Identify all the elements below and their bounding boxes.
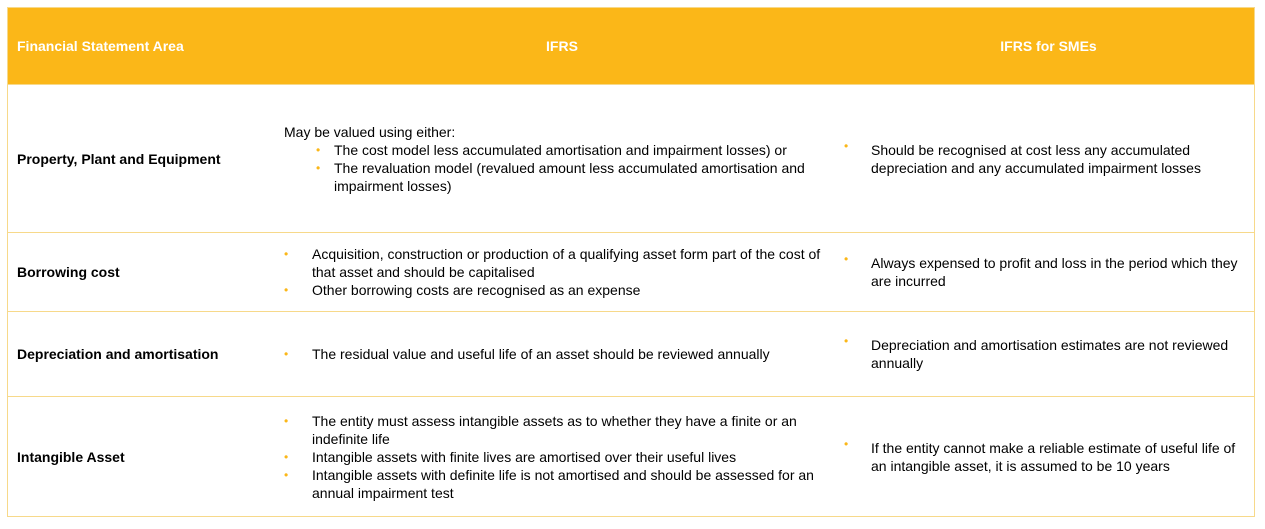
bullet-icon: •	[844, 334, 849, 348]
ifrs-cell	[281, 85, 843, 232]
ifrs-cell	[281, 397, 843, 516]
list-item-text: Intangible assets with finite lives are amortised over their useful lives	[312, 448, 737, 465]
sme-cell	[843, 397, 1254, 516]
sme-list	[843, 436, 1254, 475]
list-item	[843, 254, 1254, 290]
list-item	[843, 138, 1254, 177]
list-item	[281, 448, 843, 466]
list-item-text: The entity must assess intangible assets as to whether they have a finite or an indefinite life	[312, 412, 797, 447]
list-item	[281, 159, 843, 195]
ifrs-list	[281, 345, 843, 363]
list-item	[281, 345, 843, 363]
list-item-text: Other borrowing costs are recognised as an expense	[312, 282, 641, 298]
header-ifrs-for-smes: IFRS for SMEs	[1000, 38, 1097, 54]
table-row	[8, 84, 1254, 232]
list-item-text: Should be recognised at cost less any accumulated depreciation and any accumulated impairment losses	[871, 141, 1201, 176]
bullet-icon: •	[844, 138, 849, 153]
bullet-icon: •	[284, 247, 289, 261]
row-label: Intangible Asset	[17, 448, 125, 465]
bullet-icon: •	[316, 142, 321, 157]
bullet-icon: •	[284, 467, 289, 482]
sme-list	[843, 254, 1254, 290]
table-header-row	[8, 8, 1254, 84]
bullet-icon: •	[284, 449, 289, 464]
header-financial-statement-area: Financial Statement Area	[17, 38, 184, 54]
sme-list	[843, 336, 1254, 372]
list-item-text: Acquisition, construction or production of a qualifying asset form part of the cost of that asset and should be capitalised	[312, 246, 821, 280]
row-label: Borrowing cost	[17, 264, 120, 280]
list-item	[281, 466, 843, 502]
row-label: Depreciation and amortisation	[17, 346, 219, 362]
ifrs-cell	[281, 233, 843, 311]
bullet-icon: •	[284, 347, 289, 361]
list-item-text: Always expensed to profit and loss in the period which they are incurred	[871, 255, 1238, 289]
sme-cell	[843, 312, 1254, 396]
list-item-text: Depreciation and amortisation estimates are not reviewed annually	[871, 337, 1229, 371]
ifrs-list	[281, 141, 843, 195]
table-row	[8, 232, 1254, 311]
comparison-table	[7, 7, 1255, 517]
ifrs-list	[281, 245, 843, 299]
list-item-text: If the entity cannot make a reliable estimate of useful life of an intangible asset, it is assumed to be 10 years	[871, 439, 1236, 474]
bullet-icon: •	[316, 160, 321, 175]
table-row	[8, 396, 1254, 516]
list-item-text: The revaluation model (revalued amount less accumulated amortisation and impairment losses)	[334, 159, 805, 194]
bullet-icon: •	[844, 252, 849, 266]
bullet-icon: •	[284, 283, 289, 297]
list-item	[281, 245, 843, 281]
bullet-icon: •	[284, 413, 289, 428]
list-item-text: Intangible assets with definite life is not amortised and should be assessed for an annual impairment test	[312, 466, 814, 501]
ifrs-list	[281, 412, 843, 502]
header-ifrs: IFRS	[546, 38, 578, 54]
list-item	[843, 336, 1254, 372]
row-label: Property, Plant and Equipment	[17, 150, 221, 167]
list-item	[281, 281, 843, 299]
sme-cell	[843, 233, 1254, 311]
ifrs-intro-text: May be valued using either:	[284, 123, 456, 140]
sme-list	[843, 138, 1254, 177]
list-item	[281, 141, 843, 159]
ifrs-cell	[281, 312, 843, 396]
list-item-text: The residual value and useful life of an asset should be reviewed annually	[312, 346, 770, 362]
list-item	[843, 436, 1254, 475]
bullet-icon: •	[844, 436, 849, 451]
sme-cell	[843, 85, 1254, 232]
list-item	[281, 412, 843, 448]
list-item-text: The cost model less accumulated amortisation and impairment losses) or	[334, 141, 787, 158]
table-row	[8, 311, 1254, 396]
